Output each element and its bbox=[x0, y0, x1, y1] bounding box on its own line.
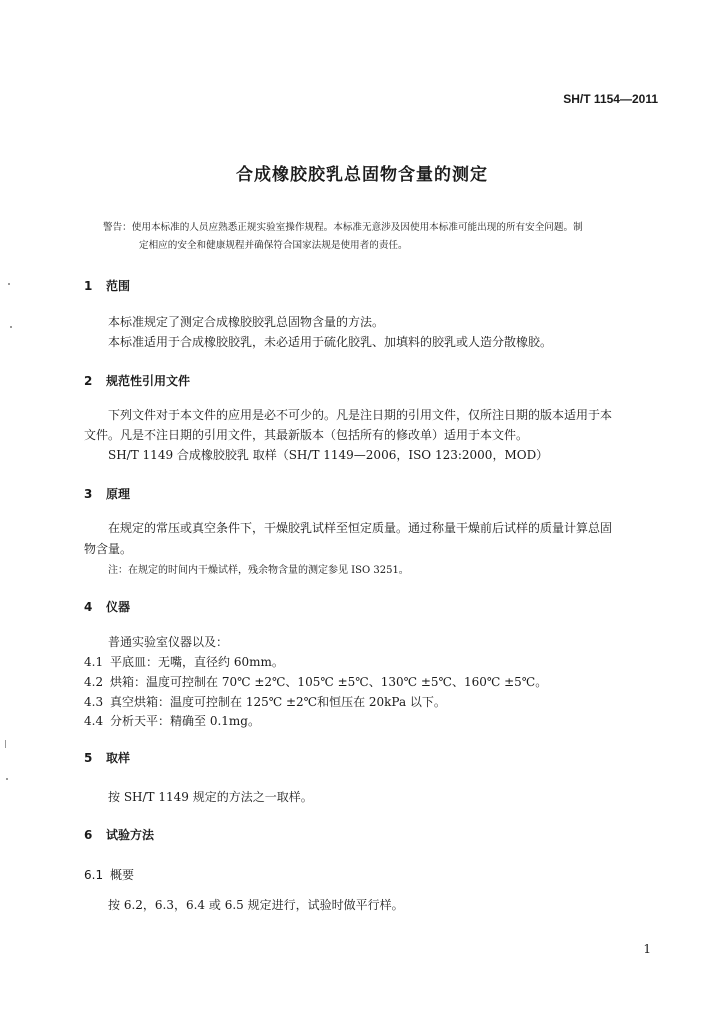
subsection-6-1-heading bbox=[84, 866, 134, 883]
section-number: 6 bbox=[84, 828, 93, 842]
page-number: 1 bbox=[643, 942, 651, 956]
item-number: 4.1 bbox=[84, 655, 104, 669]
warning-line-1: 警告：使用本标准的人员应熟悉正规实验室操作规程。本标准无意涉及因使用本标准可能出现的所有安全问题。制 bbox=[103, 222, 583, 233]
principle-note: 注：在规定的时间内干燥试样，残余物含量的测定参见 ISO 3251。 bbox=[108, 565, 409, 576]
apparatus-item-4 bbox=[84, 712, 260, 729]
section-number: 1 bbox=[84, 279, 93, 293]
apparatus-item-2 bbox=[84, 673, 547, 690]
subsection-title: 概要 bbox=[110, 868, 135, 882]
principle-paragraph-line-2: 物含量。 bbox=[84, 542, 133, 556]
item-number: 4.4 bbox=[84, 714, 104, 728]
section-5-heading bbox=[84, 749, 130, 766]
apparatus-item-1 bbox=[84, 653, 284, 670]
warning-block bbox=[103, 219, 661, 255]
section-2-heading bbox=[84, 372, 190, 389]
section-3-heading bbox=[84, 485, 130, 502]
reference-item: SH/T 1149 合成橡胶胶乳 取样（SH/T 1149—2006，ISO 123:2000，MOD） bbox=[108, 448, 549, 462]
section-1-heading bbox=[84, 277, 130, 294]
apparatus-intro: 普通实验室仪器以及： bbox=[108, 635, 229, 649]
section-6-heading bbox=[84, 826, 154, 843]
item-text: 平底皿：无嘴，直径约 60mm。 bbox=[110, 655, 284, 669]
section-title: 试验方法 bbox=[106, 828, 155, 842]
item-number: 4.3 bbox=[84, 695, 104, 709]
sampling-paragraph: 按 SH/T 1149 规定的方法之一取样。 bbox=[108, 790, 313, 804]
warning-line-2: 定相应的安全和健康规程并确保符合国家法规是使用者的责任。 bbox=[139, 240, 408, 251]
scan-speck bbox=[8, 283, 10, 285]
principle-paragraph-line-1: 在规定的常压或真空条件下，干燥胶乳试样至恒定质量。通过称量干燥前后试样的质量计算总固 bbox=[108, 521, 613, 535]
document-title: 合成橡胶胶乳总固物含量的测定 bbox=[236, 165, 488, 185]
scan-speck bbox=[5, 740, 6, 748]
section-title: 原理 bbox=[106, 487, 131, 501]
subsection-number: 6.1 bbox=[84, 868, 104, 882]
references-paragraph-line-1: 下列文件对于本文件的应用是必不可少的。凡是注日期的引用文件，仅所注日期的版本适用于本 bbox=[108, 408, 613, 422]
scope-paragraph-2: 本标准适用于合成橡胶胶乳，未必适用于硫化胶乳、加填料的胶乳或人造分散橡胶。 bbox=[108, 335, 553, 349]
method-overview-paragraph: 按 6.2，6.3，6.4 或 6.5 规定进行，试验时做平行样。 bbox=[108, 898, 404, 912]
references-paragraph-line-2: 文件。凡是不注日期的引用文件，其最新版本（包括所有的修改单）适用于本文件。 bbox=[84, 428, 529, 442]
section-number: 2 bbox=[84, 374, 93, 388]
section-title: 规范性引用文件 bbox=[106, 374, 191, 388]
apparatus-item-3 bbox=[84, 693, 446, 710]
scope-paragraph-1: 本标准规定了测定合成橡胶胶乳总固物含量的方法。 bbox=[108, 315, 385, 329]
item-text: 真空烘箱：温度可控制在 125℃ ±2℃和恒压在 20kPa 以下。 bbox=[110, 695, 446, 709]
section-title: 范围 bbox=[106, 279, 131, 293]
item-text: 烘箱：温度可控制在 70℃ ±2℃、105℃ ±5℃、130℃ ±5℃、160℃ ±5℃。 bbox=[110, 675, 548, 689]
section-title: 取样 bbox=[106, 751, 131, 765]
document-code: SH/T 1154—2011 bbox=[563, 92, 658, 106]
section-number: 4 bbox=[84, 600, 93, 614]
item-text: 分析天平：精确至 0.1mg。 bbox=[110, 714, 260, 728]
scan-speck bbox=[10, 326, 12, 328]
section-number: 5 bbox=[84, 751, 93, 765]
section-number: 3 bbox=[84, 487, 93, 501]
section-4-heading bbox=[84, 598, 130, 615]
item-number: 4.2 bbox=[84, 675, 104, 689]
scan-speck bbox=[6, 778, 8, 780]
section-title: 仪器 bbox=[106, 600, 131, 614]
